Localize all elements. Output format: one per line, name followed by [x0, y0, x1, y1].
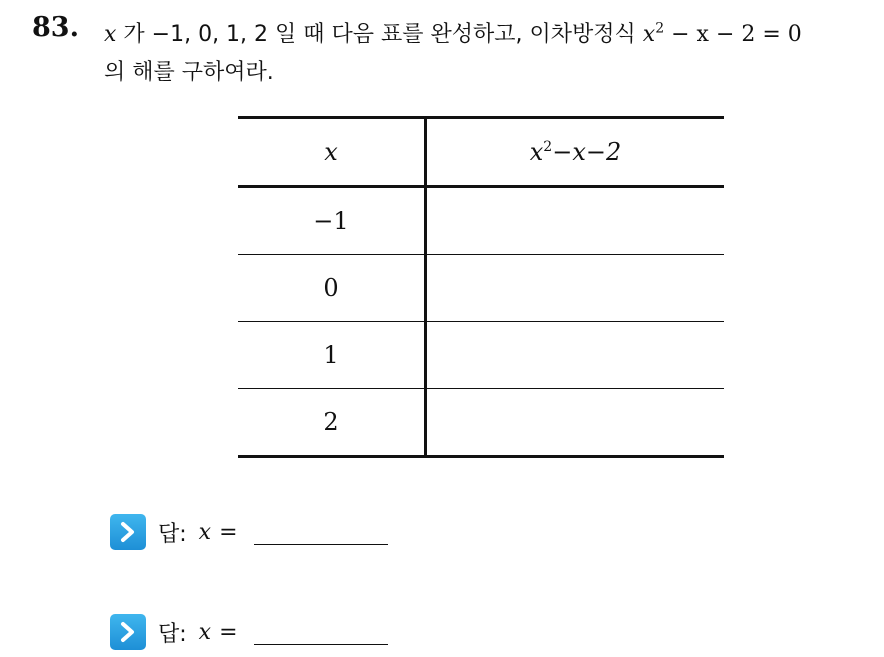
header-x: x	[238, 118, 426, 187]
header-expression	[426, 118, 725, 187]
table-row	[238, 389, 724, 457]
answer-label: 답:	[158, 621, 187, 647]
answer-blank[interactable]	[254, 544, 388, 545]
equation-exponent: 2	[655, 20, 665, 37]
row-x-value: 0	[238, 255, 426, 322]
answer-equals: =	[219, 519, 238, 545]
row-x-value: −1	[238, 187, 426, 255]
table-row	[238, 322, 724, 389]
header-expr-exponent: 2	[543, 139, 553, 155]
chevron-right-icon	[110, 514, 146, 550]
chevron-right-icon	[110, 614, 146, 650]
header-expr-rest: −x−2	[552, 138, 622, 166]
row-result-cell[interactable]	[426, 389, 725, 457]
answer-variable: x	[198, 519, 212, 545]
table-row	[238, 255, 724, 322]
equation-x: x	[642, 22, 656, 47]
answer-variable: x	[198, 619, 212, 645]
row-result-cell[interactable]	[426, 322, 725, 389]
problem-text-line2: 의 해를 구하여라.	[104, 60, 274, 85]
row-x-value: 2	[238, 389, 426, 457]
problem-number: 83.	[32, 12, 79, 43]
problem-text-part1: 가 −1, 0, 1, 2 일 때 다음 표를 완성하고, 이차방정식	[116, 22, 643, 47]
answer-equals: =	[219, 619, 238, 645]
problem-equation	[643, 22, 802, 47]
value-table	[238, 116, 724, 458]
answer-blank[interactable]	[254, 644, 388, 645]
row-result-cell[interactable]	[426, 187, 725, 255]
problem-variable: x	[104, 22, 117, 47]
row-x-value: 1	[238, 322, 426, 389]
table-header-row	[238, 118, 724, 187]
row-result-cell[interactable]	[426, 255, 725, 322]
table-row	[238, 187, 724, 255]
header-expr-x: x	[529, 138, 544, 166]
answer-row	[110, 612, 238, 652]
equation-rest: − x − 2 = 0	[664, 22, 802, 47]
answer-row	[110, 512, 238, 552]
answer-label: 답:	[158, 521, 187, 547]
problem-text	[104, 16, 874, 92]
